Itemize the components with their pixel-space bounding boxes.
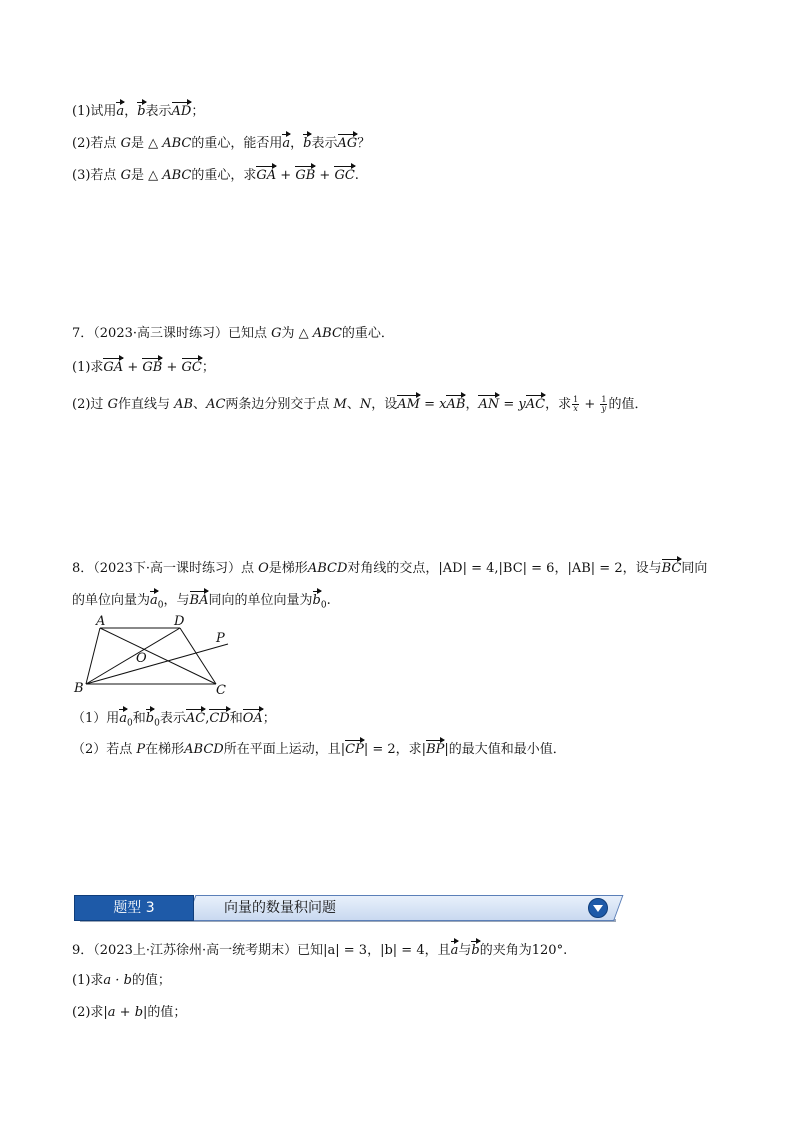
- q9-heading: 9．（2023上·江苏徐州·高一统考期末）已知|a| = 3，|b| = 4，且a与b的夹角为120°.: [72, 940, 567, 960]
- fraction-1-over-x: $\frac{1}{x}$: [573, 395, 579, 413]
- diagonal-BD: [86, 628, 180, 684]
- magnitude-expr: |a + b|: [103, 1005, 148, 1020]
- q8-part1: （1）用$a_0$和$b_0$表示AC,CD和OA；: [72, 708, 276, 733]
- vector-AB: AB: [446, 394, 465, 412]
- vector-BA: BA: [190, 590, 209, 608]
- q9-part1: (1)求a · b的值；: [72, 973, 171, 988]
- vector-GA: GA: [103, 357, 123, 375]
- vector-GB: GB: [142, 357, 162, 375]
- vector-b0: b: [313, 590, 321, 608]
- vector-GB: GB: [295, 165, 315, 183]
- vector-CD: CD: [209, 708, 229, 726]
- q7-part1: (1)求GA + GB + GC；: [72, 357, 215, 377]
- vector-b: b: [303, 133, 311, 151]
- q7-part2: (2)过 G作直线与 AB、AC两条边分别交于点 M、N，设AM = xAB，AN = yAC，求 $\frac{1}{x}$ + $\frac{1}{y}$ 的值．: [72, 395, 648, 413]
- label-A: A: [96, 614, 106, 629]
- fraction-1-over-y: $\frac{1}{y}$: [601, 395, 607, 413]
- vector-GC: GC: [334, 165, 354, 183]
- vector-b: b: [471, 940, 479, 958]
- label-O: O: [136, 651, 147, 666]
- segment-BP: [86, 644, 228, 684]
- chevron-down-icon[interactable]: [588, 898, 608, 918]
- vector-GC: GC: [182, 357, 202, 375]
- q6-part3: (3)若点 G是 △ ABC的重心，求GA + GB + GC.: [72, 165, 359, 185]
- q6-part2: (2)若点 G是 △ ABC的重心，能否用a，b表示AG？: [72, 133, 370, 153]
- edge-AB: [86, 628, 100, 684]
- vector-GA: GA: [256, 165, 276, 183]
- vector-OA: OA: [243, 708, 263, 726]
- angle-value: 120°: [531, 943, 564, 958]
- abs-AD-BC: |AD| = 4,|BC| = 6: [438, 561, 555, 576]
- trapezoid-figure: [70, 612, 240, 696]
- vector-AC: AC: [186, 708, 205, 726]
- q8-heading-line2: 的单位向量为$a_0$，与BA同向的单位向量为$b_0$.: [72, 590, 331, 615]
- vector-AD: AD: [172, 101, 192, 119]
- vector-b0: b: [146, 708, 154, 726]
- label-P: P: [216, 631, 225, 646]
- vector-BP: BP: [426, 739, 444, 757]
- banner-title: 向量的数量积问题: [224, 900, 336, 916]
- q8-part2: （2）若点 P在梯形ABCD所在平面上运动，且|CP| = 2，求|BP|的最大值和最小值．: [72, 739, 566, 759]
- label-D: D: [174, 614, 185, 629]
- label-B: B: [74, 681, 84, 696]
- vector-a0: a: [150, 590, 158, 608]
- vector-CP: CP: [345, 739, 364, 757]
- abs-a: |a| = 3: [323, 943, 368, 958]
- vector-a0: a: [119, 708, 127, 726]
- vector-AN: AN: [478, 394, 499, 412]
- vector-a: a: [116, 101, 124, 119]
- abs-AB: |AB| = 2: [567, 561, 623, 576]
- section-banner: [74, 895, 614, 921]
- q6-part1: (1)试用a，b表示AD；: [72, 101, 204, 121]
- q8-heading-line1: 8．（2023下·高一课时练习）点 O是梯形ABCD对角线的交点，|AD| = 4,|BC| = 6，|AB| = 2，设与BC同向: [72, 558, 707, 578]
- vector-AG: AG: [338, 133, 358, 151]
- label-C: C: [216, 683, 226, 696]
- vector-a: a: [282, 133, 290, 151]
- vector-AC: AC: [526, 394, 545, 412]
- dot-product-expr: a · b: [103, 973, 132, 988]
- q7-heading: 7．（2023·高三课时练习）已知点 G为 △ ABC的重心．: [72, 326, 394, 341]
- vector-b: b: [137, 101, 145, 119]
- vector-a: a: [451, 940, 459, 958]
- banner-tag: 题型 3: [74, 895, 194, 921]
- vector-BC: BC: [662, 558, 682, 576]
- abs-b: |b| = 4: [380, 943, 425, 958]
- vector-AM: AM: [397, 394, 420, 412]
- q9-part2: (2)求|a + b|的值；: [72, 1005, 187, 1020]
